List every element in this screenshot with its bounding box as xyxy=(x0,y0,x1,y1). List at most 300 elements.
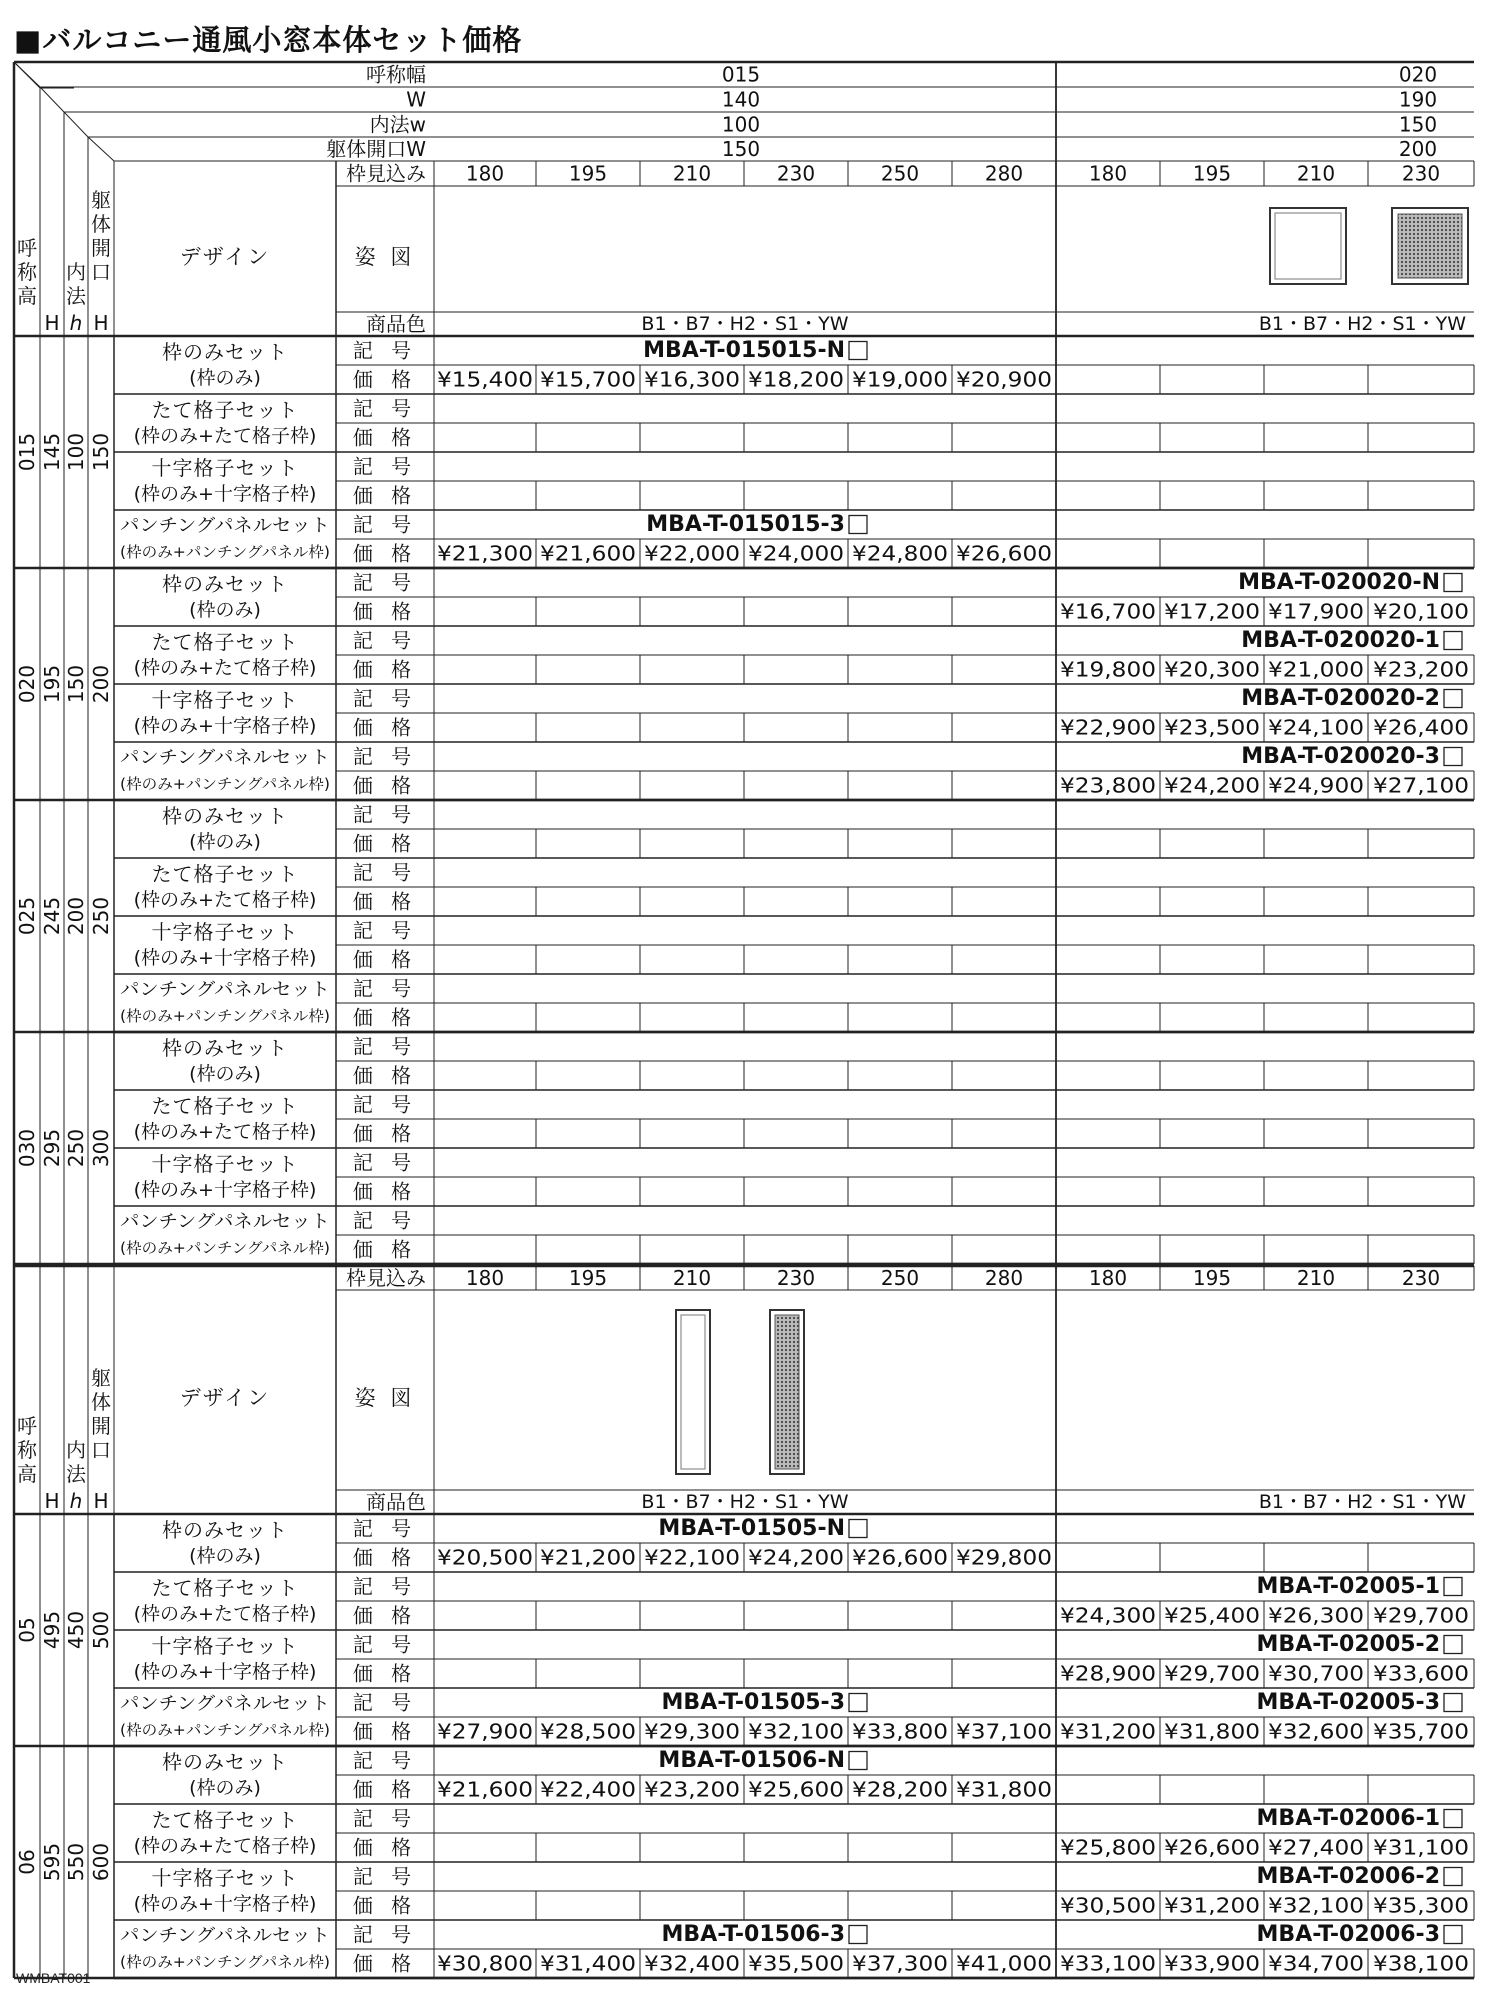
price-value: ¥24,800 xyxy=(852,541,948,566)
row-inner-value: 150 xyxy=(64,664,88,704)
price-value: ¥31,800 xyxy=(1164,1719,1260,1744)
price-value: ¥29,800 xyxy=(956,1545,1052,1570)
depth-value: 210 xyxy=(672,1266,712,1290)
price-value: ¥27,900 xyxy=(437,1719,533,1744)
color-value: B1・B7・H2・S1・YW xyxy=(1258,1491,1466,1513)
set-name: パンチングパネルセット xyxy=(120,515,330,537)
set-name: パンチングパネルセット xyxy=(120,747,330,769)
row-height-value: 06 xyxy=(15,1849,39,1875)
price-value: ¥31,200 xyxy=(1060,1719,1156,1744)
row-h-value: 195 xyxy=(40,664,64,704)
code-label: 記 号 xyxy=(352,1574,418,1599)
depth-value: 210 xyxy=(1296,161,1336,186)
price-value: ¥15,400 xyxy=(437,367,533,392)
row-height-value: 030 xyxy=(15,1128,39,1168)
price-value: ¥30,500 xyxy=(1060,1893,1156,1918)
code-label: 記 号 xyxy=(352,686,418,711)
price-value: ¥31,100 xyxy=(1373,1835,1469,1860)
row-opening-value: 300 xyxy=(89,1128,113,1168)
checkbox-icon xyxy=(1444,1868,1462,1886)
depth-value: 195 xyxy=(568,1266,608,1290)
col-inner-h-italic: h xyxy=(69,1489,83,1513)
price-value: ¥27,100 xyxy=(1373,773,1469,798)
price-label: 価 格 xyxy=(352,1237,418,1262)
price-value: ¥19,000 xyxy=(852,367,948,392)
price-value: ¥24,200 xyxy=(1164,773,1260,798)
price-value: ¥20,500 xyxy=(437,1545,533,1570)
set-sub: (枠のみ+十字格子枠) xyxy=(133,483,317,506)
price-value: ¥21,600 xyxy=(540,541,636,566)
set-name: 十字格子セット xyxy=(151,1865,299,1890)
price-label: 価 格 xyxy=(352,773,418,798)
code-label: 記 号 xyxy=(352,1864,418,1889)
price-value: ¥31,200 xyxy=(1164,1893,1260,1918)
col-height-label: 称 xyxy=(17,260,37,284)
price-value: ¥33,100 xyxy=(1060,1951,1156,1976)
col-height-label: 高 xyxy=(17,1462,37,1486)
row-opening-value: 200 xyxy=(89,664,113,704)
code-label: 記 号 xyxy=(352,1748,418,1773)
price-label: 価 格 xyxy=(352,1777,418,1802)
checkbox-icon xyxy=(1444,1578,1462,1596)
price-value: ¥26,300 xyxy=(1268,1603,1364,1628)
code-label: 記 号 xyxy=(352,1922,418,1947)
dimension-value: 190 xyxy=(1398,87,1438,112)
price-label: 価 格 xyxy=(352,367,418,392)
price-value: ¥17,900 xyxy=(1268,599,1364,624)
punching-panel-tall-icon xyxy=(770,1310,804,1474)
price-value: ¥24,900 xyxy=(1268,773,1364,798)
set-sub: (枠のみ+十字格子枠) xyxy=(133,947,317,970)
price-label: 価 格 xyxy=(352,831,418,856)
price-label: 価 格 xyxy=(352,1121,418,1146)
price-label: 価 格 xyxy=(352,483,418,508)
color-label: 商品色 xyxy=(366,1490,426,1514)
price-value: ¥26,600 xyxy=(956,541,1052,566)
figure-label: 姿 図 xyxy=(354,245,416,269)
set-name: たて格子セット xyxy=(151,397,299,422)
price-value: ¥23,200 xyxy=(644,1777,740,1802)
design-label: デザイン xyxy=(179,1386,271,1410)
punching-panel-square-icon xyxy=(1392,208,1468,284)
row-height-value: 015 xyxy=(15,432,39,472)
depth-value: 180 xyxy=(465,161,505,186)
code-label: 記 号 xyxy=(352,1208,418,1233)
price-value: ¥20,900 xyxy=(956,367,1052,392)
col-opening-label: 口 xyxy=(91,260,111,284)
code-label: 記 号 xyxy=(352,338,418,363)
figure-label: 姿 図 xyxy=(354,1386,416,1410)
price-label: 価 格 xyxy=(352,1719,418,1744)
footer-code: WMBAT001 xyxy=(16,1970,91,1986)
price-label: 価 格 xyxy=(352,425,418,450)
price-value: ¥38,100 xyxy=(1373,1951,1469,1976)
checkbox-icon xyxy=(849,342,867,360)
price-value: ¥19,800 xyxy=(1060,657,1156,682)
col-height-label: 高 xyxy=(17,284,37,308)
row-inner-value: 450 xyxy=(64,1610,88,1650)
price-value: ¥20,100 xyxy=(1373,599,1469,624)
set-name: 十字格子セット xyxy=(151,1151,299,1176)
set-sub: (枠のみ+たて格子枠) xyxy=(133,1121,317,1144)
row-h-value: 245 xyxy=(40,896,64,936)
code-label: 記 号 xyxy=(352,396,418,421)
price-value: ¥16,300 xyxy=(644,367,740,392)
row-height-value: 05 xyxy=(15,1617,39,1643)
set-sub: (枠のみ) xyxy=(189,367,261,390)
code-label: 記 号 xyxy=(352,1806,418,1831)
code-label: 記 号 xyxy=(352,1516,418,1541)
depth-value: 230 xyxy=(1401,1266,1441,1290)
product-code: MBA-T-02005-2 xyxy=(1256,1632,1440,1657)
price-value: ¥21,300 xyxy=(437,541,533,566)
price-label: 価 格 xyxy=(352,541,418,566)
code-label: 記 号 xyxy=(352,860,418,885)
row-height-value: 020 xyxy=(15,664,39,704)
depth-value: 250 xyxy=(880,1266,920,1290)
set-name: パンチングパネルセット xyxy=(120,979,330,1001)
price-value: ¥21,600 xyxy=(437,1777,533,1802)
depth-value: 180 xyxy=(1088,161,1128,186)
price-value: ¥33,600 xyxy=(1373,1661,1469,1686)
header-diagonal xyxy=(14,62,40,87)
price-value: ¥30,800 xyxy=(437,1951,533,1976)
code-label: 記 号 xyxy=(352,976,418,1001)
code-label: 記 号 xyxy=(352,454,418,479)
set-name: 十字格子セット xyxy=(151,1633,299,1658)
set-sub: (枠のみ+パンチングパネル枠) xyxy=(120,543,330,562)
price-value: ¥29,700 xyxy=(1373,1603,1469,1628)
price-value: ¥23,200 xyxy=(1373,657,1469,682)
set-name: たて格子セット xyxy=(151,1807,299,1832)
price-value: ¥15,700 xyxy=(540,367,636,392)
row-height-value: 025 xyxy=(15,896,39,936)
price-value: ¥24,000 xyxy=(748,541,844,566)
code-label: 記 号 xyxy=(352,512,418,537)
price-label: 価 格 xyxy=(352,1545,418,1570)
price-value: ¥28,200 xyxy=(852,1777,948,1802)
product-code: MBA-T-02005-3 xyxy=(1256,1690,1440,1715)
product-code: MBA-T-02005-1 xyxy=(1256,1574,1440,1599)
price-value: ¥22,400 xyxy=(540,1777,636,1802)
checkbox-icon xyxy=(1444,1810,1462,1828)
set-sub: (枠のみ+十字格子枠) xyxy=(133,1893,317,1916)
set-sub: (枠のみ+たて格子枠) xyxy=(133,889,317,912)
frame-only-square-icon xyxy=(1270,208,1346,284)
price-label: 価 格 xyxy=(352,1063,418,1088)
price-value: ¥35,300 xyxy=(1373,1893,1469,1918)
set-sub: (枠のみ+たて格子枠) xyxy=(133,1603,317,1626)
set-sub: (枠のみ+パンチングパネル枠) xyxy=(120,1721,330,1740)
depth-value: 230 xyxy=(1401,161,1441,186)
col-inner-label: 内 xyxy=(66,260,86,284)
price-value: ¥35,700 xyxy=(1373,1719,1469,1744)
checkbox-icon xyxy=(1444,1636,1462,1654)
price-value: ¥28,500 xyxy=(540,1719,636,1744)
price-value: ¥23,800 xyxy=(1060,773,1156,798)
checkbox-icon xyxy=(849,1926,867,1944)
price-value: ¥22,100 xyxy=(644,1545,740,1570)
dimension-label: 内法w xyxy=(369,112,426,137)
depth-value: 195 xyxy=(1192,161,1232,186)
price-value: ¥37,300 xyxy=(852,1951,948,1976)
depth-value: 230 xyxy=(776,1266,816,1290)
page-title: ■バルコニー通風小窓本体セット価格 xyxy=(14,23,523,57)
set-name: 枠のみセット xyxy=(162,1035,288,1060)
price-value: ¥31,400 xyxy=(540,1951,636,1976)
price-value: ¥27,400 xyxy=(1268,1835,1364,1860)
price-label: 価 格 xyxy=(352,889,418,914)
depth-value: 280 xyxy=(984,161,1024,186)
checkbox-icon xyxy=(849,516,867,534)
product-code: MBA-T-02006-1 xyxy=(1256,1806,1440,1831)
price-value: ¥17,200 xyxy=(1164,599,1260,624)
set-sub: (枠のみ+たて格子枠) xyxy=(133,657,317,680)
set-sub: (枠のみ+パンチングパネル枠) xyxy=(120,1007,330,1026)
price-value: ¥29,300 xyxy=(644,1719,740,1744)
price-value: ¥23,500 xyxy=(1164,715,1260,740)
price-value: ¥20,300 xyxy=(1164,657,1260,682)
col-opening-label: 躯 xyxy=(91,1366,111,1390)
price-value: ¥34,700 xyxy=(1268,1951,1364,1976)
depth-value: 195 xyxy=(568,161,608,186)
set-sub: (枠のみ) xyxy=(189,599,261,622)
col-opening-h-label: H xyxy=(93,1489,109,1513)
product-code: MBA-T-020020-2 xyxy=(1241,686,1440,711)
code-label: 記 号 xyxy=(352,1150,418,1175)
price-label: 価 格 xyxy=(352,1179,418,1204)
price-value: ¥32,600 xyxy=(1268,1719,1364,1744)
col-opening-label: 口 xyxy=(91,1438,111,1462)
checkbox-icon xyxy=(1444,1694,1462,1712)
row-h-value: 495 xyxy=(40,1610,64,1650)
code-label: 記 号 xyxy=(352,628,418,653)
row-inner-value: 100 xyxy=(64,432,88,472)
price-label: 価 格 xyxy=(352,1835,418,1860)
price-value: ¥26,400 xyxy=(1373,715,1469,740)
set-sub: (枠のみ+たて格子枠) xyxy=(133,1835,317,1858)
price-value: ¥25,600 xyxy=(748,1777,844,1802)
dimension-value: 015 xyxy=(721,62,761,87)
product-code: MBA-T-01505-3 xyxy=(661,1690,845,1715)
col-inner-h-italic: h xyxy=(69,311,83,335)
code-label: 記 号 xyxy=(352,1034,418,1059)
product-code: MBA-T-01505-N xyxy=(658,1516,845,1541)
set-sub: (枠のみ+パンチングパネル枠) xyxy=(120,775,330,794)
header-diagonal xyxy=(40,87,64,112)
col-opening-label: 開 xyxy=(91,1414,111,1438)
code-label: 記 号 xyxy=(352,802,418,827)
product-code: MBA-T-020020-3 xyxy=(1241,744,1440,769)
col-h-label: H xyxy=(44,1489,60,1513)
product-code: MBA-T-01506-N xyxy=(658,1748,845,1773)
depth-value: 195 xyxy=(1192,1266,1232,1290)
product-code: MBA-T-02006-3 xyxy=(1256,1922,1440,1947)
depth-value: 280 xyxy=(984,1266,1024,1290)
depth-value: 210 xyxy=(1296,1266,1336,1290)
price-label: 価 格 xyxy=(352,1005,418,1030)
product-code: MBA-T-015015-N xyxy=(643,338,845,363)
row-opening-value: 500 xyxy=(89,1610,113,1650)
col-height-label: 称 xyxy=(17,1438,37,1462)
set-sub: (枠のみ+パンチングパネル枠) xyxy=(120,1239,330,1258)
row-inner-value: 250 xyxy=(64,1128,88,1168)
price-value: ¥31,800 xyxy=(956,1777,1052,1802)
set-sub: (枠のみ) xyxy=(189,1063,261,1086)
price-value: ¥22,000 xyxy=(644,541,740,566)
checkbox-icon xyxy=(849,1752,867,1770)
price-value: ¥21,000 xyxy=(1268,657,1364,682)
depth-value: 230 xyxy=(776,161,816,186)
code-label: 記 号 xyxy=(352,570,418,595)
frame-only-tall-icon xyxy=(676,1310,710,1474)
set-name: 十字格子セット xyxy=(151,455,299,480)
price-label: 価 格 xyxy=(352,1951,418,1976)
dimension-value: 200 xyxy=(1398,137,1438,161)
price-label: 価 格 xyxy=(352,1661,418,1686)
price-value: ¥21,200 xyxy=(540,1545,636,1570)
row-opening-value: 600 xyxy=(89,1842,113,1882)
dimension-value: 020 xyxy=(1398,62,1438,87)
set-name: 十字格子セット xyxy=(151,919,299,944)
dimension-value: 140 xyxy=(721,87,761,112)
col-opening-label: 体 xyxy=(91,1390,111,1414)
col-opening-label: 体 xyxy=(91,212,111,236)
set-sub: (枠のみ+十字格子枠) xyxy=(133,715,317,738)
row-inner-value: 550 xyxy=(64,1842,88,1882)
price-value: ¥22,900 xyxy=(1060,715,1156,740)
price-value: ¥25,800 xyxy=(1060,1835,1156,1860)
design-label: デザイン xyxy=(179,245,271,269)
col-height-label: 呼 xyxy=(17,236,37,260)
price-value: ¥35,500 xyxy=(748,1951,844,1976)
set-name: たて格子セット xyxy=(151,1093,299,1118)
price-value: ¥32,100 xyxy=(748,1719,844,1744)
checkbox-icon xyxy=(1444,1926,1462,1944)
checkbox-icon xyxy=(1444,632,1462,650)
price-label: 価 格 xyxy=(352,947,418,972)
price-label: 価 格 xyxy=(352,657,418,682)
color-label: 商品色 xyxy=(366,312,426,336)
set-sub: (枠のみ) xyxy=(189,831,261,854)
dimension-value: 100 xyxy=(721,112,761,137)
price-value: ¥29,700 xyxy=(1164,1661,1260,1686)
product-code: MBA-T-020020-N xyxy=(1238,570,1440,595)
col-opening-label: 開 xyxy=(91,236,111,260)
product-code: MBA-T-02006-2 xyxy=(1256,1864,1440,1889)
depth-value: 250 xyxy=(880,161,920,186)
col-inner-label: 法 xyxy=(66,284,86,308)
row-h-value: 295 xyxy=(40,1128,64,1168)
depth-label: 枠見込み xyxy=(346,1266,426,1290)
price-value: ¥28,900 xyxy=(1060,1661,1156,1686)
price-label: 価 格 xyxy=(352,1603,418,1628)
dimension-value: 150 xyxy=(721,137,761,161)
header-diagonal xyxy=(88,137,114,161)
price-value: ¥24,200 xyxy=(748,1545,844,1570)
header-diagonal xyxy=(64,112,88,137)
col-opening-h-label: H xyxy=(93,311,109,335)
set-sub: (枠のみ) xyxy=(189,1545,261,1568)
row-inner-value: 200 xyxy=(64,896,88,936)
product-code: MBA-T-015015-3 xyxy=(646,512,845,537)
price-label: 価 格 xyxy=(352,715,418,740)
price-value: ¥32,400 xyxy=(644,1951,740,1976)
col-inner-label: 内 xyxy=(66,1438,86,1462)
code-label: 記 号 xyxy=(352,1690,418,1715)
checkbox-icon xyxy=(1444,574,1462,592)
row-h-value: 595 xyxy=(40,1842,64,1882)
price-value: ¥33,800 xyxy=(852,1719,948,1744)
product-code: MBA-T-020020-1 xyxy=(1241,628,1440,653)
price-label: 価 格 xyxy=(352,1893,418,1918)
col-opening-label: 躯 xyxy=(91,188,111,212)
row-opening-value: 150 xyxy=(89,432,113,472)
set-name: パンチングパネルセット xyxy=(120,1693,330,1715)
set-name: たて格子セット xyxy=(151,1575,299,1600)
set-sub: (枠のみ+十字格子枠) xyxy=(133,1179,317,1202)
row-h-value: 145 xyxy=(40,432,64,472)
set-sub: (枠のみ+十字格子枠) xyxy=(133,1661,317,1684)
set-name: たて格子セット xyxy=(151,629,299,654)
dimension-label: W xyxy=(406,87,426,112)
price-value: ¥18,200 xyxy=(748,367,844,392)
code-label: 記 号 xyxy=(352,1632,418,1657)
depth-value: 210 xyxy=(672,161,712,186)
price-value: ¥33,900 xyxy=(1164,1951,1260,1976)
dimension-value: 150 xyxy=(1398,112,1438,137)
price-value: ¥32,100 xyxy=(1268,1893,1364,1918)
col-h-label: H xyxy=(44,311,60,335)
checkbox-icon xyxy=(849,1520,867,1538)
set-sub: (枠のみ+たて格子枠) xyxy=(133,425,317,448)
color-value: B1・B7・H2・S1・YW xyxy=(641,1491,849,1513)
set-name: 十字格子セット xyxy=(151,687,299,712)
price-value: ¥41,000 xyxy=(956,1951,1052,1976)
col-height-label: 呼 xyxy=(17,1414,37,1438)
checkbox-icon xyxy=(1444,748,1462,766)
price-value: ¥16,700 xyxy=(1060,599,1156,624)
code-label: 記 号 xyxy=(352,744,418,769)
color-value: B1・B7・H2・S1・YW xyxy=(641,313,849,335)
set-name: パンチングパネルセット xyxy=(120,1925,330,1947)
depth-value: 180 xyxy=(1088,1266,1128,1290)
set-name: 枠のみセット xyxy=(162,1517,288,1542)
price-value: ¥25,400 xyxy=(1164,1603,1260,1628)
dimension-label: 躯体開口W xyxy=(326,137,426,161)
checkbox-icon xyxy=(1444,690,1462,708)
row-opening-value: 250 xyxy=(89,896,113,936)
set-sub: (枠のみ+パンチングパネル枠) xyxy=(120,1953,330,1972)
depth-label: 枠見込み xyxy=(346,161,426,186)
code-label: 記 号 xyxy=(352,918,418,943)
price-value: ¥26,600 xyxy=(852,1545,948,1570)
price-value: ¥30,700 xyxy=(1268,1661,1364,1686)
set-name: パンチングパネルセット xyxy=(120,1211,330,1233)
set-name: 枠のみセット xyxy=(162,803,288,828)
price-value: ¥26,600 xyxy=(1164,1835,1260,1860)
set-name: 枠のみセット xyxy=(162,1749,288,1774)
depth-value: 180 xyxy=(465,1266,505,1290)
color-value: B1・B7・H2・S1・YW xyxy=(1258,313,1466,335)
price-label: 価 格 xyxy=(352,599,418,624)
product-code: MBA-T-01506-3 xyxy=(661,1922,845,1947)
set-name: 枠のみセット xyxy=(162,571,288,596)
price-value: ¥24,300 xyxy=(1060,1603,1156,1628)
price-value: ¥37,100 xyxy=(956,1719,1052,1744)
price-value: ¥24,100 xyxy=(1268,715,1364,740)
set-name: 枠のみセット xyxy=(162,339,288,364)
